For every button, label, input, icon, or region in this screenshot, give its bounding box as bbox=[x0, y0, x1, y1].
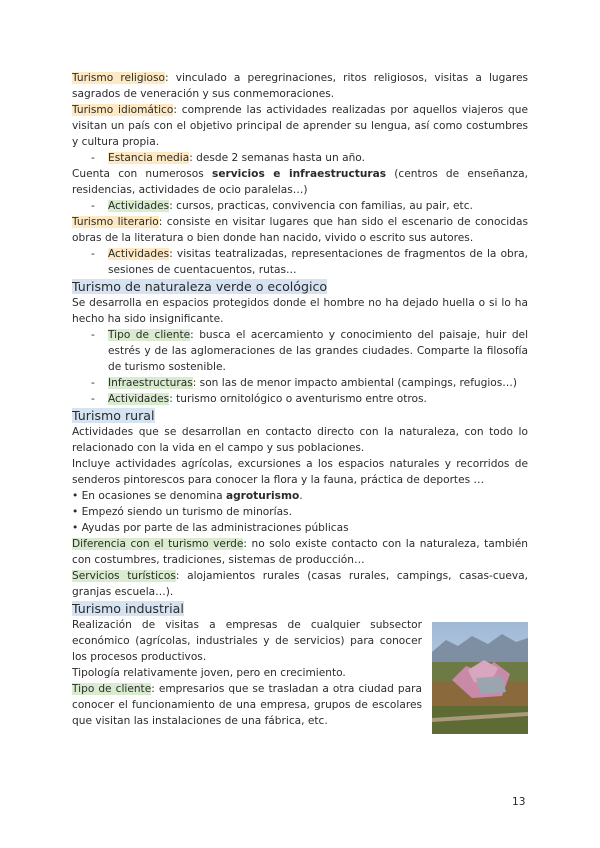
list-item bbox=[108, 391, 528, 407]
rural-paragraph-1: Actividades que se desarrollan en contacto directo con la naturaleza, con todo lo relacionado con la vida en el campo y sus poblaciones. bbox=[72, 426, 528, 454]
language-activities-list bbox=[72, 198, 528, 214]
term-religious: Turismo religioso bbox=[72, 72, 165, 84]
religious-paragraph bbox=[72, 70, 528, 102]
heading-eco-text: Turismo de naturaleza verde o ecológico bbox=[72, 279, 328, 294]
services-paragraph bbox=[72, 166, 528, 198]
rural-line-2: • Empezó siendo un turismo de minorías. bbox=[72, 506, 292, 518]
literary-paragraph bbox=[72, 214, 528, 246]
activities-text: : turismo ornitológico o aventurismo entre otros. bbox=[169, 393, 427, 405]
stay-text: : desde 2 semanas hasta un año. bbox=[189, 152, 365, 164]
eco-list bbox=[72, 327, 528, 407]
list-item bbox=[108, 198, 528, 214]
industrial-text bbox=[72, 617, 422, 729]
rural-line-1 bbox=[72, 488, 528, 504]
page-number: 13 bbox=[512, 796, 526, 808]
list-item bbox=[108, 327, 528, 375]
client-text: : busca el acercamiento y conocimiento del paisaje, huir del estrés y de las aglomeraciones de las grandes ciudades. Comparte la filosofía de turismo sostenible. bbox=[108, 329, 529, 373]
literary-list bbox=[72, 246, 528, 278]
term-client: Tipo de cliente bbox=[108, 329, 191, 341]
activities-text: : visitas teatralizadas, representaciones de fragmentos de la obra, sesiones de cuentacuentos, rutas… bbox=[108, 248, 528, 276]
literary-text: : consiste en visitar lugares que han sido el escenario de conocidas obras de la literatura o bien donde han nacido, vivido o escrito sus autores. bbox=[72, 216, 528, 244]
rural-services bbox=[72, 568, 528, 600]
term-literary: Turismo literario bbox=[72, 216, 159, 228]
list-item bbox=[108, 246, 528, 278]
list-item bbox=[108, 375, 528, 391]
heading-eco bbox=[72, 278, 528, 295]
language-list bbox=[72, 150, 528, 166]
heading-industrial bbox=[72, 600, 528, 617]
list-item bbox=[108, 150, 528, 166]
page-content bbox=[72, 70, 528, 729]
infra-text: : son las de menor impacto ambiental (campings, refugios…) bbox=[192, 377, 518, 389]
term-activities: Actividades bbox=[108, 393, 170, 405]
term-language: Turismo idiomático bbox=[72, 104, 174, 116]
religious-text: : vinculado a peregrinaciones, ritos religiosos, visitas a lugares sagrados de veneración y sus conmemoraciones. bbox=[72, 72, 528, 100]
industrial-section bbox=[72, 600, 528, 729]
term-stay: Estancia media bbox=[108, 152, 190, 164]
client-text: : empresarios que se trasladan a otra ciudad para conocer el funcionamiento de una empresa, grupos de escolares que visitan las instalaciones de una fábrica, etc. bbox=[72, 683, 422, 727]
industrial-paragraph-2: Tipología relativamente joven, pero en crecimiento. bbox=[72, 667, 346, 679]
services-text-a: Cuenta con numerosos bbox=[72, 168, 213, 180]
industrial-paragraph-1: Realización de visitas a empresas de cualquier subsector económico (agrícolas, industriales y de servicios) para conocer los procesos productivos. bbox=[72, 619, 422, 663]
term-client: Tipo de cliente bbox=[72, 683, 152, 695]
activities-text: : cursos, practicas, convivencia con familias, au pair, etc. bbox=[169, 200, 473, 212]
heading-rural bbox=[72, 407, 528, 424]
language-text: : comprende las actividades realizadas por aquellos viajeros que visitan un país con el objetivo principal de aprender su lengua, así como costumbres y cultura propia. bbox=[72, 104, 529, 148]
heading-rural-text: Turismo rural bbox=[72, 408, 155, 423]
eco-paragraph: Se desarrolla en espacios protegidos donde el hombre no ha dejado huella o si lo ha hecho ha sido insignificante. bbox=[72, 297, 528, 325]
term-infra: Infraestructuras bbox=[108, 377, 193, 389]
services-text: : alojamientos rurales (casas rurales, campings, casas-cueva, granjas escuela…). bbox=[72, 570, 528, 598]
rural-difference bbox=[72, 536, 528, 568]
term-services: Servicios turísticos bbox=[72, 570, 176, 582]
rural-paragraph-2: Incluye actividades agrícolas, excursiones a los espacios naturales y recorridos de senderos pintorescos para conocer la flora y la fauna, práctica de deportes … bbox=[72, 458, 528, 486]
term-activities: Actividades bbox=[108, 200, 170, 212]
language-paragraph bbox=[72, 102, 528, 150]
difference-text: : no solo existe contacto con la naturaleza, también con costumbres, tradiciones, sistemas de producción… bbox=[72, 538, 528, 566]
industrial-client bbox=[72, 681, 422, 729]
rural-line-1-b: . bbox=[299, 490, 303, 502]
term-activities: Actividades bbox=[108, 248, 170, 260]
winery-photo bbox=[432, 622, 528, 734]
rural-line-1-a: • En ocasiones se denomina bbox=[72, 490, 226, 502]
term-difference: Diferencia con el turismo verde bbox=[72, 538, 244, 550]
services-bold: servicios e infraestructuras bbox=[212, 168, 387, 180]
heading-industrial-text: Turismo industrial bbox=[72, 601, 184, 616]
rural-line-3: • Ayudas por parte de las administraciones públicas bbox=[72, 522, 349, 534]
rural-bold: agroturismo bbox=[225, 490, 300, 502]
services-text-b: (centros de enseñanza, residencias, actividades de ocio paralelas…) bbox=[72, 168, 528, 196]
